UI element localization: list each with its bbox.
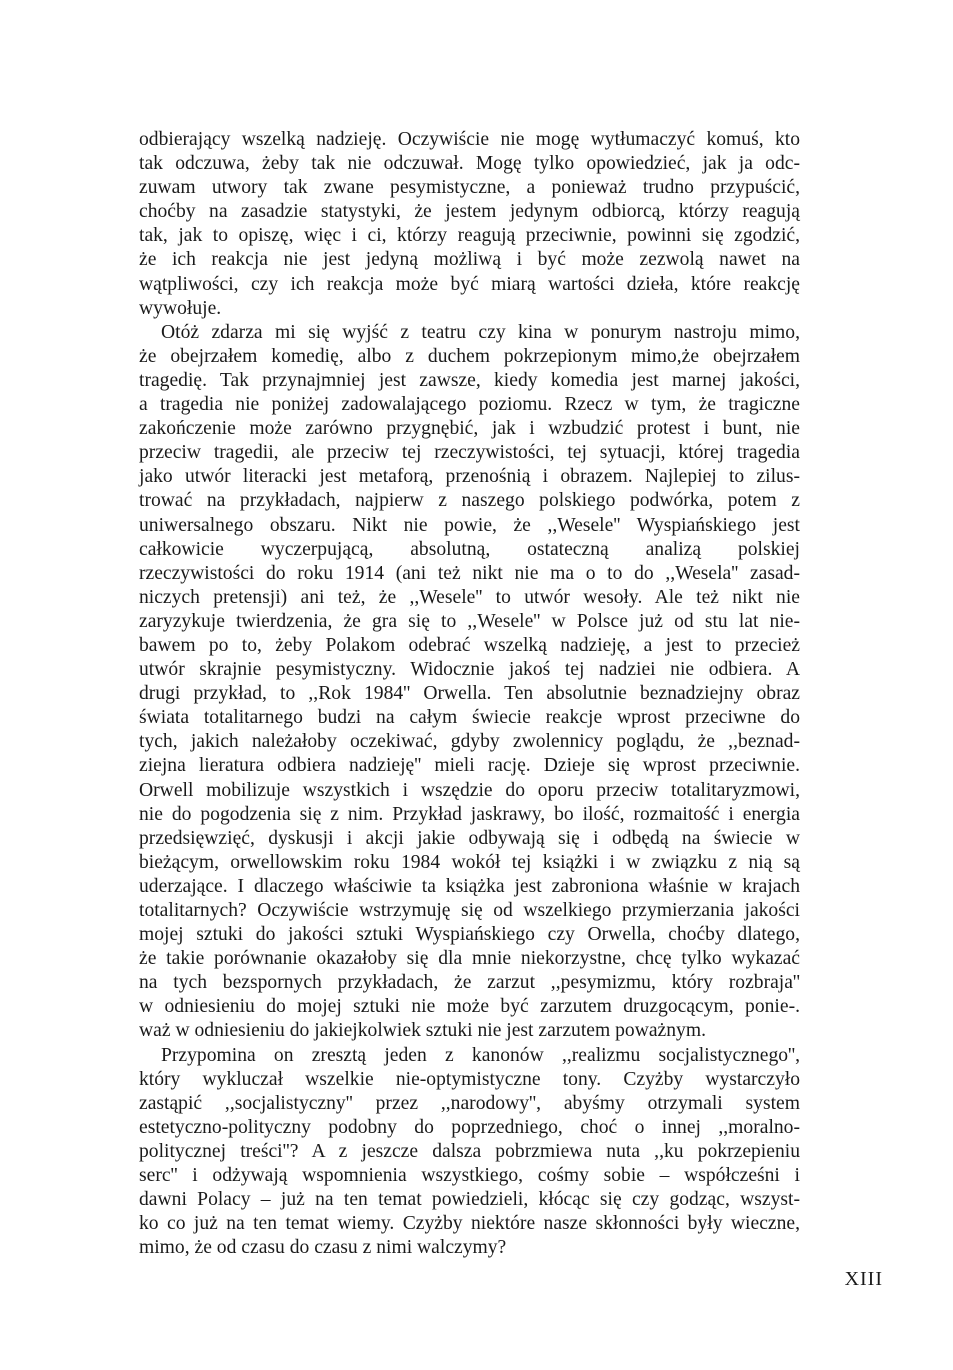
text-line: niczych pretensji) ani też, że ,,Wesele'' to utwór wesoły. Ale też nikt nie: [139, 586, 800, 608]
text-line: że ich reakcja nie jest jedyną możliwą i być może zezwolą nawet na: [139, 249, 800, 271]
text-line: zuwam utwory tak zwane pesymistyczne, a ponieważ trudno przypuścić,: [139, 177, 800, 199]
text-line: tak odczuwa, żeby tak nie odczuwał. Mogę tylko opowiedzieć, jak ja odc-: [139, 153, 800, 175]
text-line: że takie porównanie okazałoby się dla mnie niekorzystne, chcę tylko wykazać: [139, 948, 800, 970]
text-line: utwór skrajnie pesymistyczny. Widocznie jakoś tej nadziei nie odbiera. A: [139, 659, 800, 681]
text-line: który wykluczał wszelkie nie-optymistyczne tony. Czyżby wystarczyło: [139, 1068, 800, 1090]
body-text: [139, 128, 800, 1260]
text-line: totalitarnych? Oczywiście wstrzymuję się od wszelkiego przymierzania jakości: [139, 900, 800, 921]
text-line: estetyczno-polityczny podobny do poprzedniego, choć o innej ,,moralno-: [139, 1116, 800, 1138]
text-line: jako utwór literacki jest metaforą, przenośnią i obrazem. Najlepiej to zilus-: [139, 466, 800, 488]
text-line: całkowicie wyczerpującą, absolutną, ostateczną analizą polskiej: [139, 538, 800, 560]
text-line: ziejna lieratura odbiera nadzieję'' mieli rację. Dzieje się wprost przeciwnie.: [139, 755, 800, 777]
text-line: ko co już na ten temat wiemy. Czyżby niektóre nasze skłonności były wieczne,: [139, 1213, 800, 1235]
text-line: uniwersalnego obszaru. Nikt nie powie, że ,,Wesele'' Wyspiańskiego jest: [139, 514, 800, 536]
text-line: uderzające. I dlaczego właściwie ta książka jest zabroniona właśnie w krajach: [139, 875, 800, 897]
text-line: tak, jak to opiszę, więc i ci, którzy reagują przeciwnie, powinni się zgodzić,: [139, 225, 800, 247]
text-line: na tych bezspornych przykładach, że zarzut ,,pesymizmu, który rozbraja'': [139, 972, 800, 994]
text-line: zastąpić ,,socjalistyczny'' przez ,,narodowy'', abyśmy otrzymali system: [139, 1092, 800, 1114]
text-line: Otóż zdarza mi się wyjść z teatru czy kina w ponurym nastroju mimo,: [161, 321, 800, 343]
text-line: wywołuje.: [139, 297, 222, 319]
text-line: nie do pogodzenia się z nim. Przykład jaskrawy, bo ilość, rozmaitość i energia: [139, 803, 800, 825]
text-line: że obejrzałem komedię, albo z duchem pokrzepionym mimo,że obejrzałem: [139, 345, 800, 367]
text-line: drugi przykład, to ,,Rok 1984'' Orwella. Ten absolutnie beznadziejny obraz: [139, 683, 800, 705]
text-line: dawni Polacy – już na ten temat powiedzieli, kłócąc się czy godząc, wszyst-: [139, 1189, 800, 1211]
text-line: serc'' i odżywają wspomnienia wszystkiego, cośmy sobie – współcześni i: [139, 1165, 800, 1187]
text-line: bawem po to, żeby Polakom odebrać wszelką nadzieję, a jest to przecież: [139, 634, 800, 656]
text-line: świata totalitarnego budzi na całym świecie reakcje wprost przeciwne do: [139, 707, 800, 729]
text-line: tragedię. Tak przynajmniej jest zawsze, kiedy komedia jest marnej jakości,: [139, 369, 800, 391]
text-line: przedsięwzięć, dyskusji i akcji jakie odbywają się i odbędą na świecie w: [139, 827, 800, 849]
text-line: przeciw tragedii, ale przeciw tej rzeczywistości, tej sytuacji, której tragedia: [139, 442, 800, 464]
text-line: mojej sztuki do jakości sztuki Wyspiańskiego czy Orwella, choćby dlatego,: [139, 924, 800, 946]
text-line: tych, jakich należałoby oczekiwać, gdyby zwolennicy poglądu, że ,,beznad-: [139, 731, 800, 753]
paragraph: [139, 128, 800, 321]
text-line: Orwell mobilizuje wszystkich i wszędzie do oporu przeciw totalitaryzmowi,: [139, 779, 800, 801]
text-line: Przypomina on zresztą jeden z kanonów ,,realizmu socjalistycznego'',: [161, 1044, 800, 1066]
text-line: odbierający wszelką nadzieję. Oczywiście nie mogę wytłumaczyć komuś, kto: [139, 129, 800, 150]
text-line: rzeczywistości do roku 1914 (ani też nikt nie ma o to do ,,Wesela'' zasad-: [139, 562, 800, 584]
text-line: choćby na zasadzie statystyki, że jestem jedynym odbiorcą, którzy reagują: [139, 201, 800, 223]
text-line: politycznej treści''? A z jeszcze dalsza pobrzmiewa nuta ,,ku pokrzepieniu: [139, 1140, 800, 1162]
paragraph: [139, 321, 800, 1044]
text-line: bieżącym, orwellowskim roku 1984 wokół tej książki i w związku z nią są: [139, 851, 800, 873]
text-line: zaryzykuje twierdzenia, że gra się to ,,Wesele'' w Polsce już od stu lat nie-: [139, 610, 800, 632]
text-line: waż w odniesieniu do jakiejkolwiek sztuki nie jest zarzutem poważnym.: [139, 1020, 706, 1042]
paragraph: [139, 1044, 800, 1261]
page-number: XIII: [844, 1268, 883, 1290]
text-line: w odniesieniu do mojej sztuki nie może być zarzutem druzgocącym, ponie-.: [139, 996, 800, 1018]
text-line: a tragedia nie poniżej zadowalającego poziomu. Rzecz w tym, że tragiczne: [139, 394, 800, 416]
text-line: zakończenie może zarówno przygnębić, jak i wzbudzić protest i bunt, nie: [139, 418, 800, 440]
text-line: mimo, że od czasu do czasu z nimi walczymy?: [139, 1237, 507, 1259]
text-line: trować na przykładach, najpierw z naszego polskiego podwórka, potem z: [139, 490, 800, 512]
text-line: wątpliwości, czy ich reakcja może być miarą wartości dzieła, które reakcję: [139, 273, 800, 295]
